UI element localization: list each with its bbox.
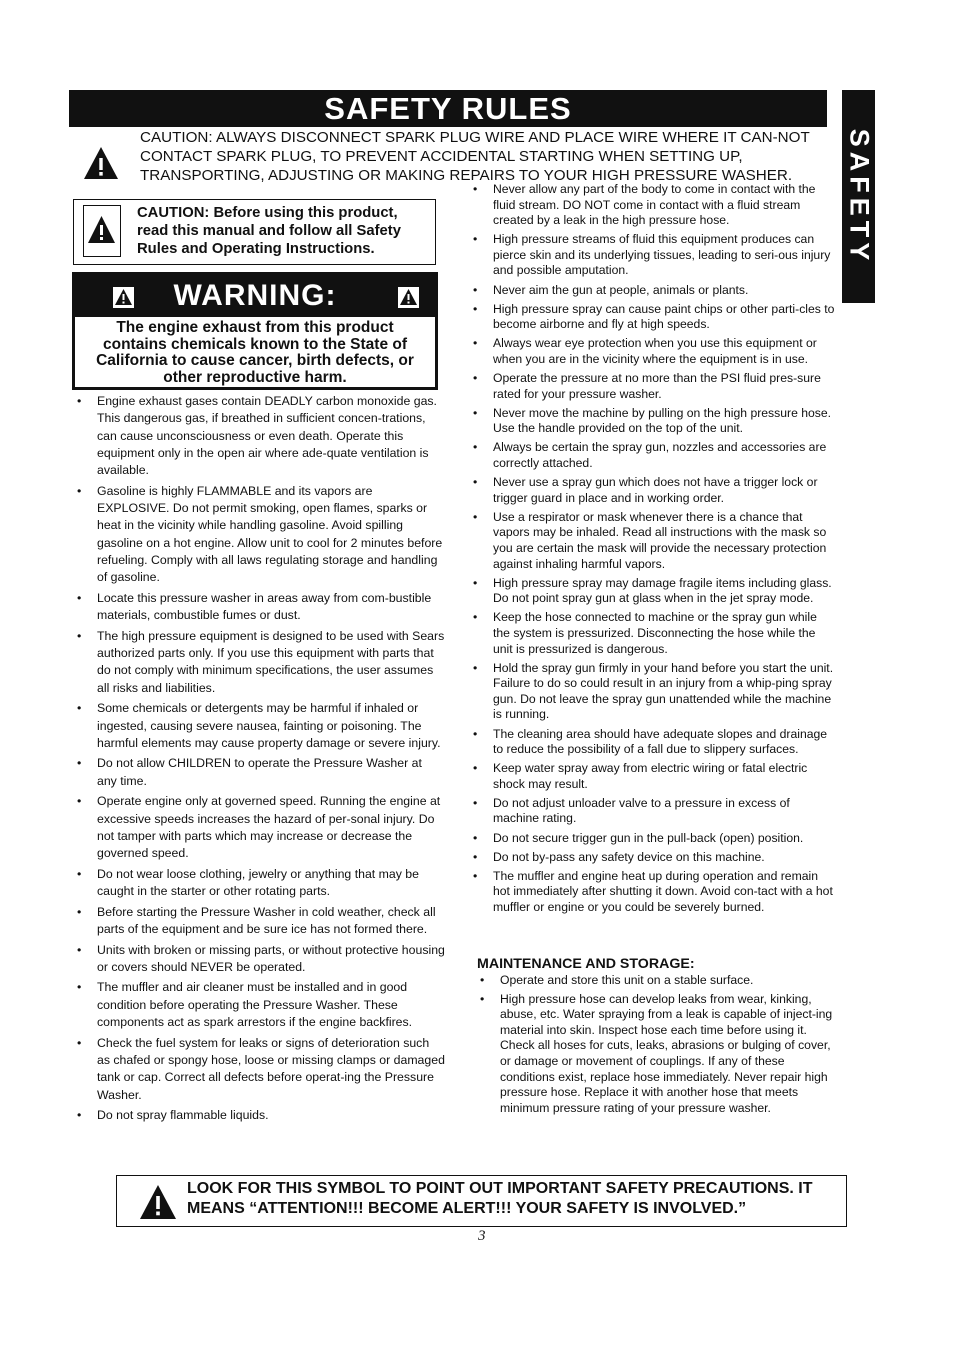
list-item: • Do not allow CHILDREN to operate the Pressure Washer at any time.: [75, 755, 445, 790]
list-item: • Hold the spray gun firmly in your hand before you start the unit. Failure to do so could result in an injury from a whip-ping spray gun. Do not leave the spray gun unattended while the machine is running.: [471, 661, 836, 723]
caution-icon-cell: [83, 205, 121, 257]
warning-triangle-icon: [139, 1184, 177, 1220]
list-item: • Do not secure trigger gun in the pull-back (open) position.: [471, 831, 836, 847]
warning-body: The engine exhaust from this product contains chemicals known to the State of California to cause cancer, birth defects, or other reproductive harm.: [96, 319, 414, 386]
list-item: • The high pressure equipment is designed to be used with Sears authorized parts only. If you use this equipment with parts that do not comply with minimum specifications, the user assumes all risks and liabilities.: [75, 628, 445, 697]
warning-triangle-icon: [83, 146, 119, 180]
caution-box-text: CAUTION: Before using this product, read this manual and follow all Safety Rules and Operating Instructions.: [137, 205, 401, 257]
side-tab-label: SAFETY: [844, 128, 874, 265]
list-item: • The cleaning area should have adequate slopes and drainage to reduce the possibility of a fall due to slippery surfaces.: [471, 727, 836, 758]
list-item: • Some chemicals or detergents may be harmful if inhaled or ingested, causing severe nausea, fainting or poisoning. The harmful elements may cause property damage or severe injury.: [75, 700, 445, 752]
warning-box: [72, 272, 438, 390]
list-item: • The muffler and air cleaner must be installed and in good condition before operating the Pressure Washer. These components act as spark arrestors if the engine backfires.: [75, 979, 445, 1031]
list-item: • Before starting the Pressure Washer in cold weather, check all parts of the equipment and be sure ice has not formed there.: [75, 904, 445, 939]
list-item: • High pressure hose can develop leaks from wear, kinking, abuse, etc. Water spraying from a leak is capable of inject-ing material into skin. Inspect hose each time before using it. Check all hoses for cuts, leaks, abrasions or bulging of cover, or damage or movement of couplings. If any of these conditions exist, replace hose immediately. Never repair high pressure hose. Replace it with another hose that meets minimum pressure rating of your pressure washer.: [478, 992, 840, 1117]
list-item: • High pressure streams of fluid this equipment produces can pierce skin and its underlying tissues, leading to seri-ous injury and possible amputation.: [471, 232, 836, 279]
page-title: SAFETY RULES: [69, 90, 827, 127]
list-item: • Do not by-pass any safety device on this machine.: [471, 850, 836, 866]
left-safety-list: [75, 393, 445, 1128]
list-item: • Always wear eye protection when you use this equipment or when you are in the vicinity where the equipment is in use.: [471, 336, 836, 367]
list-item: • Do not wear loose clothing, jewelry or anything that may be caught in the starter or other rotating parts.: [75, 866, 445, 901]
list-item: • Gasoline is highly FLAMMABLE and its vapors are EXPLOSIVE. Do not permit smoking, open flames, sparks or heat in the vicinity while handling gasoline. Avoid spilling gasoline on a hot engine. Allow unit to cool for 2 minutes before refueling. Comply with all laws regulating storage and handling of gasoline.: [75, 483, 445, 587]
list-item: • Always be certain the spray gun, nozzles and accessories are correctly attached.: [471, 440, 836, 471]
list-item: • Never move the machine by pulling on the high pressure hose. Use the handle provided on the top of the unit.: [471, 406, 836, 437]
side-tab: [842, 90, 875, 303]
warning-triangle-icon: [398, 287, 419, 308]
list-item: • High pressure spray may damage fragile items including glass. Do not point spray gun at glass when in the jet spray mode.: [471, 576, 836, 607]
list-item: • Never aim the gun at people, animals or plants.: [471, 283, 836, 299]
list-item: • Check the fuel system for leaks or signs of deterioration such as chafed or spongy hose, loose or missing clamps or damaged tank or cap. Correct all defects before operat-ing the Pressure Washer.: [75, 1035, 445, 1104]
list-item: • Do not adjust unloader valve to a pressure in excess of machine rating.: [471, 796, 836, 827]
bottom-notice-box: [116, 1175, 847, 1227]
page-number: 3: [478, 1228, 486, 1244]
warning-header: [75, 275, 435, 317]
list-item: • Engine exhaust gases contain DEADLY carbon monoxide gas. This dangerous gas, if breathed in sufficient concen-trations, can cause unconsciousness or even death. Operate this equipment only in the open air where ade-quate ventilation is available.: [75, 393, 445, 479]
warning-label: WARNING:: [173, 279, 337, 312]
list-item: • Use a respirator or mask whenever there is a chance that vapors may be inhaled. Read all instructions with the mask so you are certain the mask will provide the necessary protection against inhaling harmful vapors.: [471, 510, 836, 572]
list-item: • High pressure spray can cause paint chips or other parti-cles to become airborne and fly at high speeds.: [471, 302, 836, 333]
list-item: • Keep the hose connected to machine or the spray gun while the system is pressurized. Disconnecting the hose while the unit is pressurized is dangerous.: [471, 610, 836, 657]
list-item: • Locate this pressure washer in areas away from com-bustible materials, combustible fumes or dust.: [75, 590, 445, 625]
list-item: • Do not spray flammable liquids.: [75, 1107, 445, 1124]
bottom-notice-text: LOOK FOR THIS SYMBOL TO POINT OUT IMPORTANT SAFETY PRECAUTIONS. IT MEANS “ATTENTION!!! BECOME ALERT!!! YOUR SAFETY IS INVOLVED.”: [187, 1180, 813, 1217]
list-item: • Units with broken or missing parts, or without protective housing or covers should NEVER be operated.: [75, 942, 445, 977]
list-item: • Never allow any part of the body to come in contact with the fluid stream. DO NOT come in contact with a fluid stream created by a leak in the high pressure hose.: [471, 182, 836, 229]
list-item: • Operate and store this unit on a stable surface.: [478, 973, 840, 989]
list-item: • The muffler and engine heat up during operation and remain hot immediately after shutting it down. Avoid con-tact with a hot muffler or engine or you could be severely burned.: [471, 869, 836, 916]
maintenance-heading: MAINTENANCE AND STORAGE:: [477, 956, 695, 972]
list-item: • Keep water spray away from electric wiring or fatal electric shock may result.: [471, 761, 836, 792]
right-safety-list: [471, 182, 836, 919]
list-item: • Operate the pressure at no more than the PSI fluid pres-sure rated for your pressure washer.: [471, 371, 836, 402]
warning-triangle-icon: [87, 215, 116, 244]
caution-top-text: CAUTION: ALWAYS DISCONNECT SPARK PLUG WIRE AND PLACE WIRE WHERE IT CAN-NOT CONTACT SPARK PLUG, TO PREVENT ACCIDENTAL STARTING WHEN SETTING UP, TRANSPORTING, ADJUSTING OR MAKING REPAIRS TO YOUR HIGH PRESSURE WASHER.: [140, 129, 810, 184]
list-item: • Operate engine only at governed speed. Running the engine at excessive speeds increases the hazard of per-sonal injury. Do not tamper with parts which may increase or decrease the governed speed.: [75, 793, 445, 862]
maintenance-list: [478, 973, 840, 1119]
caution-box: [73, 199, 436, 265]
list-item: • Never use a spray gun which does not have a trigger lock or trigger guard in place and in working order.: [471, 475, 836, 506]
